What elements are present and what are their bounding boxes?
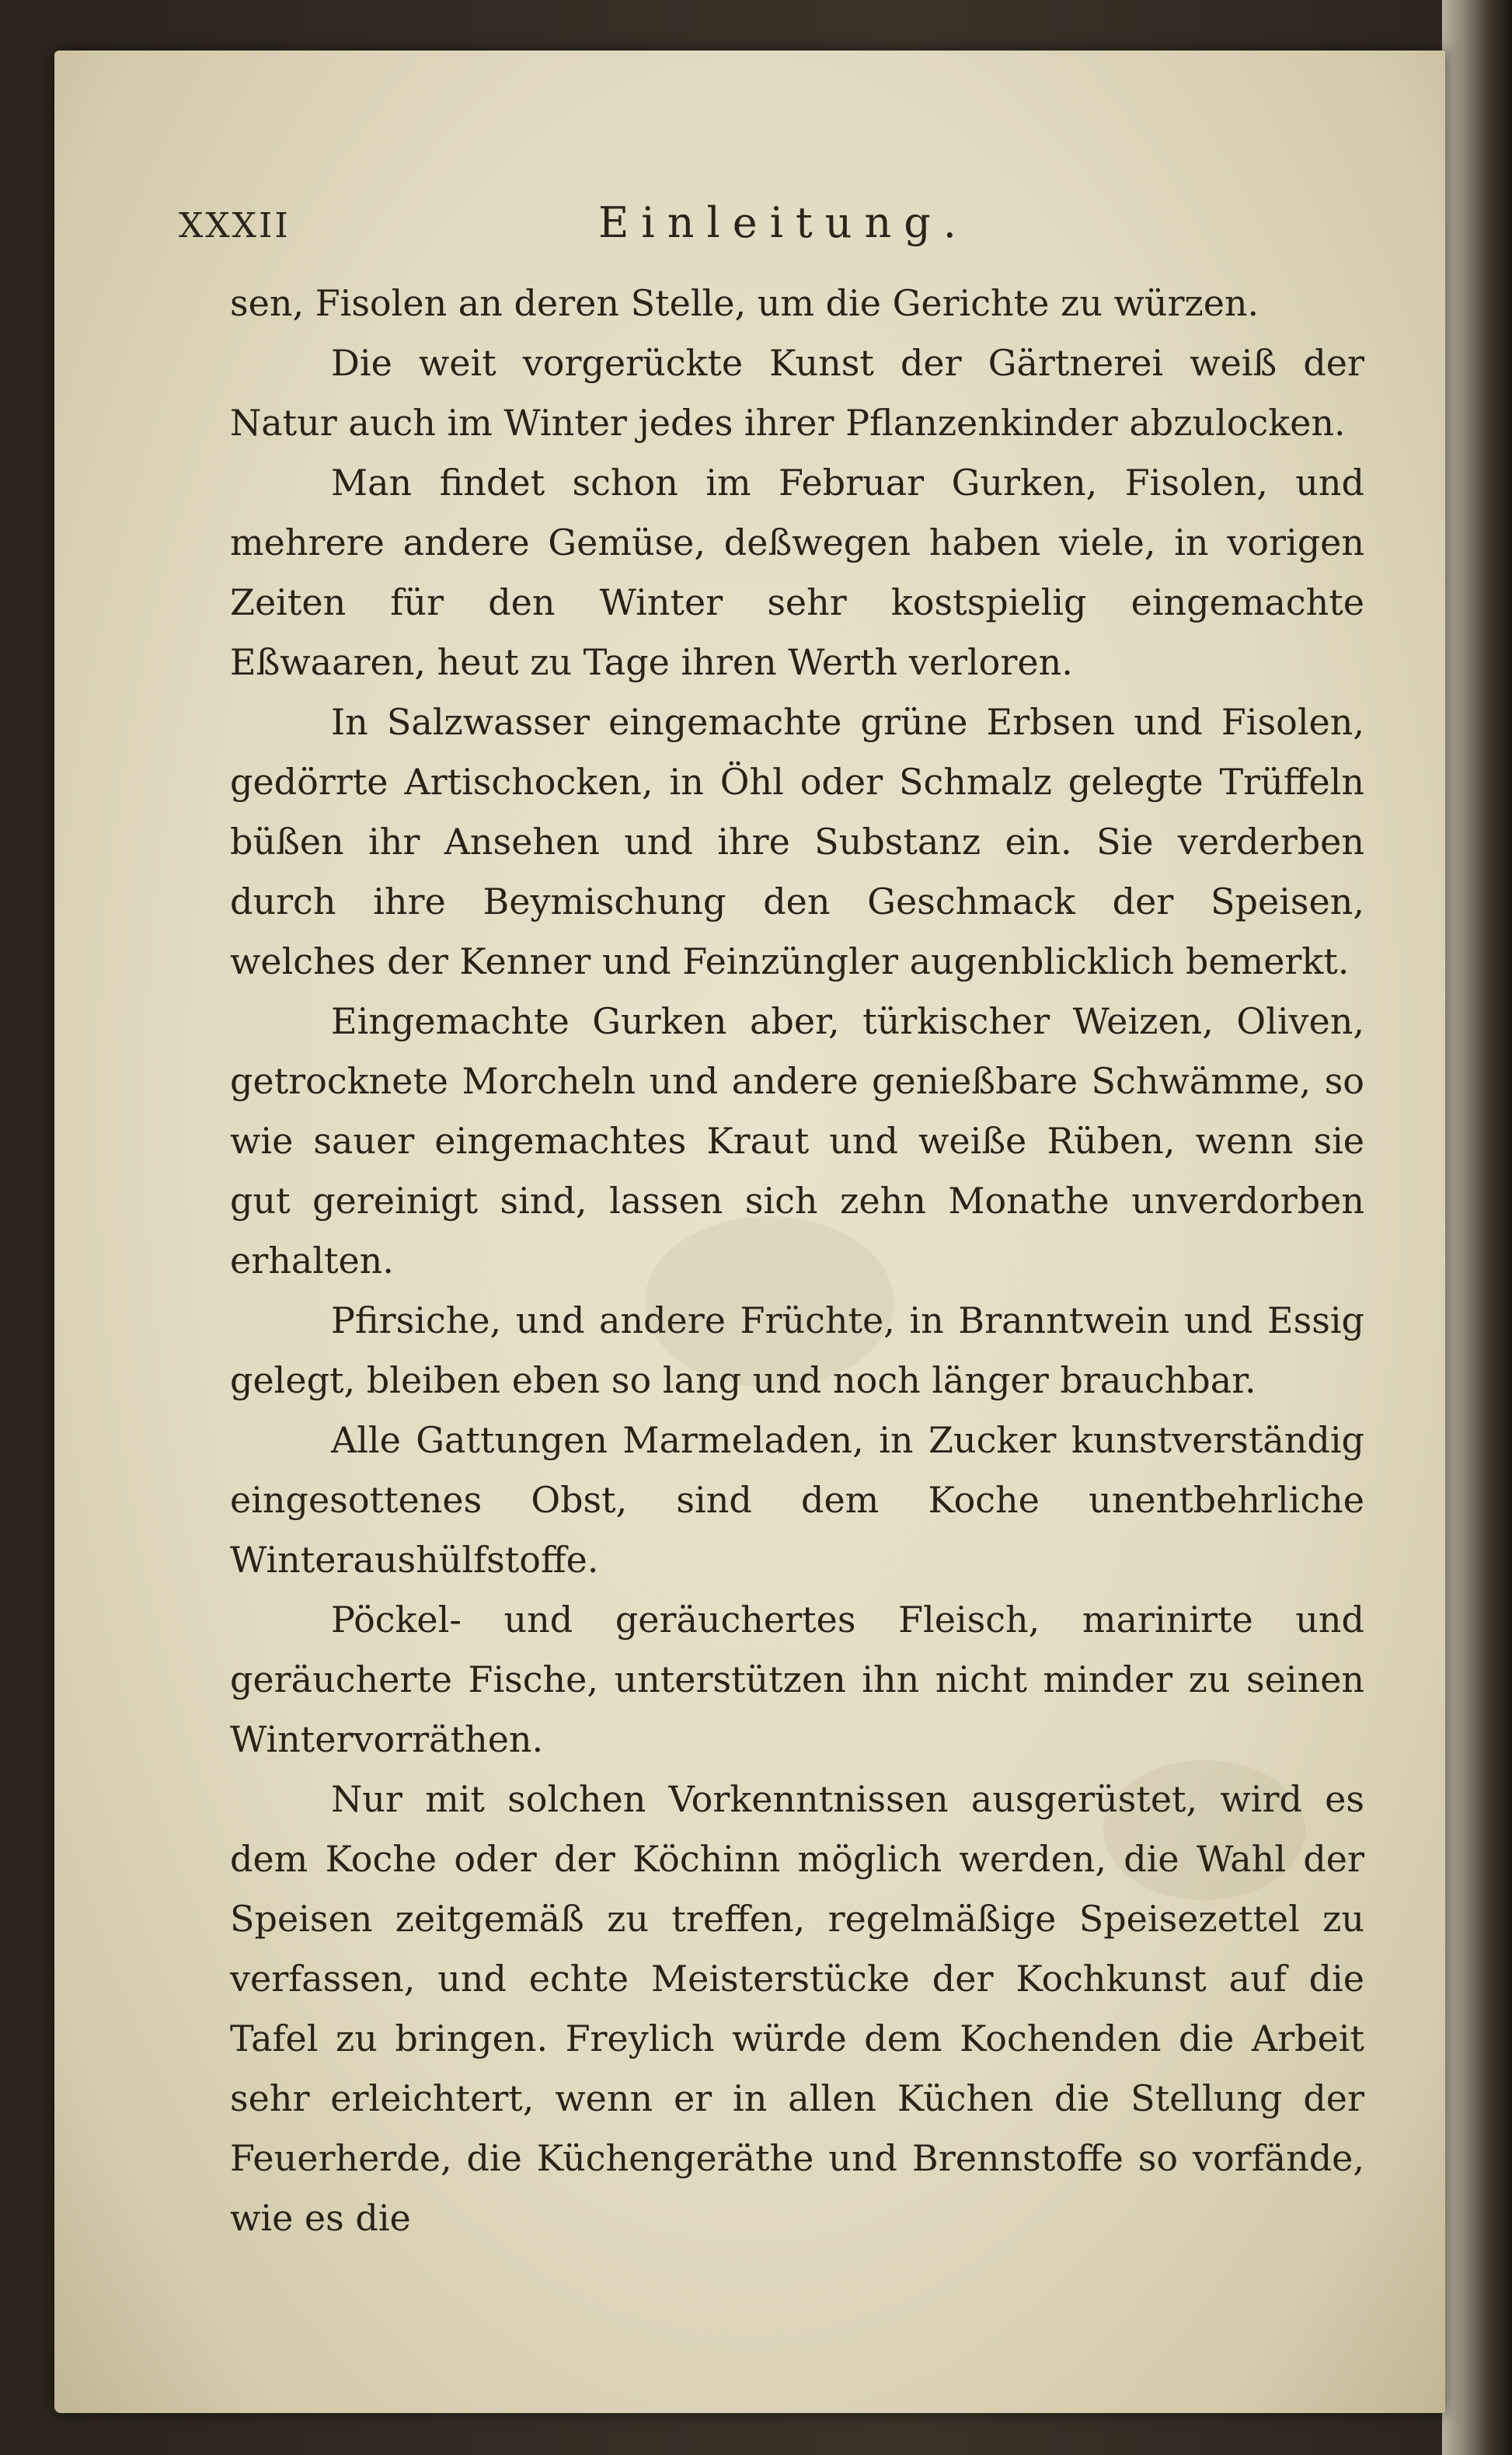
paragraph: Nur mit solchen Vorkenntnissen ausgerüstet, wird es dem Koche oder der Köchinn möglich werden, die Wahl der Speisen zeitgemäß zu treffen, regelmäßige Speisezettel zu verfassen, und echte Meisterstücke der Kochkunst auf die Tafel zu bringen. Freylich würde dem Kochenden die Arbeit sehr erleichtert, wenn er in allen Küchen die Stellung der Feuerherde, die Küchengeräthe und Brennstoffe so vorfände, wie es die	[230, 1778, 1364, 2239]
section-title: Einleitung.	[598, 198, 969, 247]
book-spine-edge	[1442, 0, 1512, 2455]
paragraph: sen, Fisolen an deren Stelle, um die Gerichte zu würzen.	[230, 282, 1259, 324]
paragraph: Alle Gattungen Marmeladen, in Zucker kunstverständig eingesottenes Obst, sind dem Koche unentbehrliche Winteraushülfstoffe.	[230, 1419, 1364, 1581]
paragraph: Eingemachte Gurken aber, türkischer Weizen, Oliven, getrocknete Morcheln und andere genießbare Schwämme, so wie sauer eingemachtes Kraut und weiße Rüben, wenn sie gut gereinigt sind, lassen sich zehn Monathe unverdorben erhalten.	[230, 1000, 1364, 1282]
page-number: XXXII	[179, 206, 291, 246]
paragraph: Pfirsiche, und andere Früchte, in Branntwein und Essig gelegt, bleiben eben so lang und noch länger brauchbar.	[230, 1299, 1364, 1401]
paragraph: Pöckel- und geräuchertes Fleisch, marinirte und geräucherte Fische, unterstützen ihn nicht minder zu seinen Wintervorräthen.	[230, 1599, 1364, 1760]
paragraph: Die weit vorgerückte Kunst der Gärtnerei weiß der Natur auch im Winter jedes ihrer Pflanzenkinder abzulocken.	[230, 342, 1364, 444]
body-text	[230, 274, 1364, 2248]
paragraph: In Salzwasser eingemachte grüne Erbsen und Fisolen, gedörrte Artischocken, in Öhl oder Schmalz gelegte Trüffeln büßen ihr Ansehen und ihre Substanz ein. Sie verderben durch ihre Beymischung den Geschmack der Speisen, welches der Kenner und Feinzüngler augenblicklich bemerkt.	[230, 701, 1364, 982]
paragraph: Man findet schon im Februar Gurken, Fisolen, und mehrere andere Gemüse, deßwegen haben viele, in vorigen Zeiten für den Winter sehr kostspielig eingemachte Eßwaaren, heut zu Tage ihren Werth verloren.	[230, 462, 1364, 683]
running-head	[179, 198, 1033, 260]
